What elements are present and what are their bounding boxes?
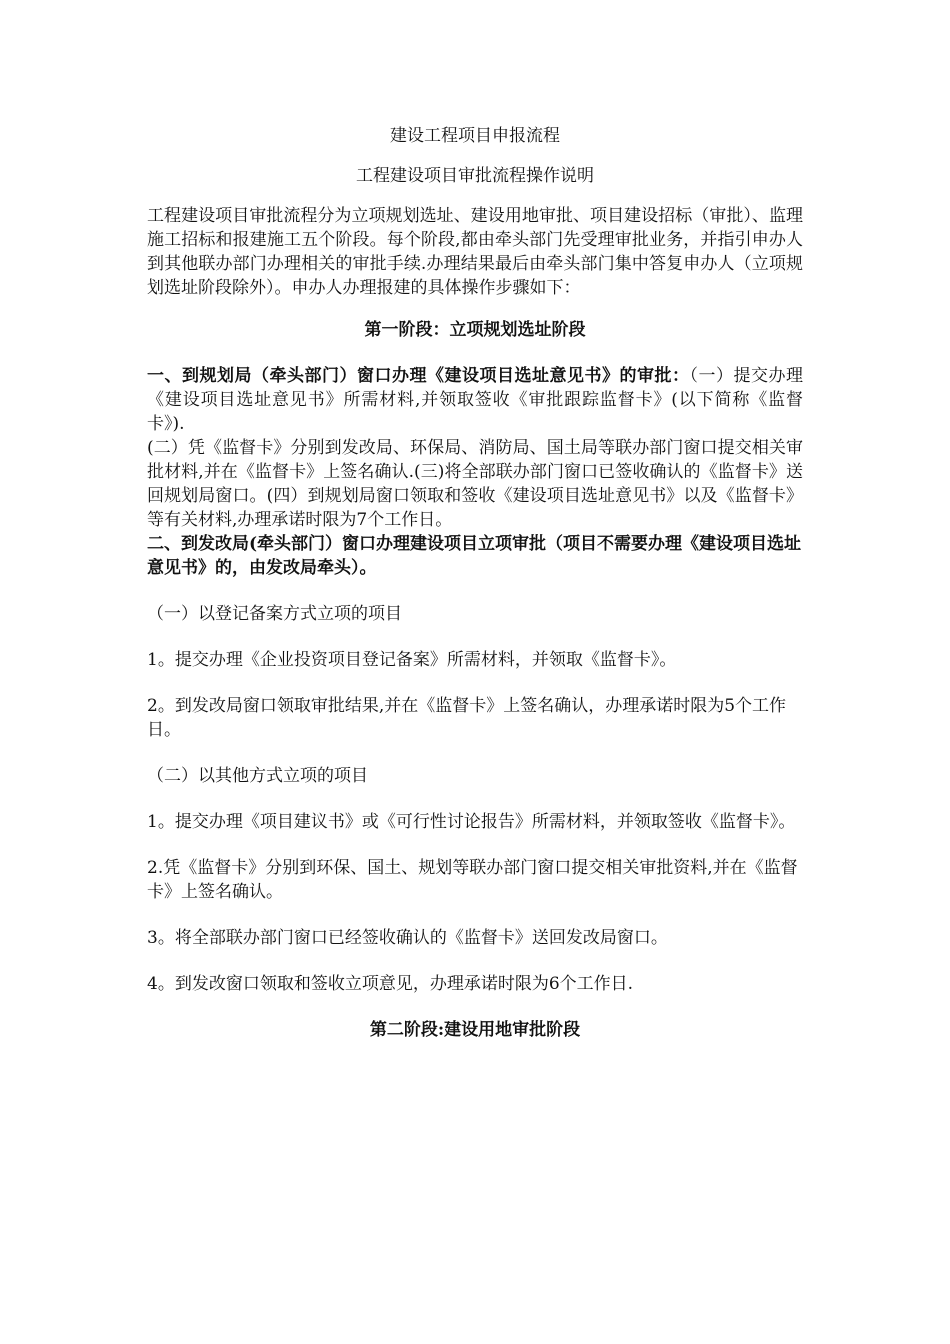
section1-text-a: （一）提交办理《建设项目选址意见书》所需材料,并领取签收《审批跟踪监督卡》(以下简称《监督卡》). (147, 366, 803, 434)
document-body (147, 124, 803, 1042)
intro-paragraph: 工程建设项目审批流程分为立项规划选址、建设用地审批、项目建设招标（审批）、监理施工招标和报建施工五个阶段。每个阶段,都由牵头部门先受理审批业务，并指引申办人到其他联办部门办理相关的审批手续.办理结果最后由牵头部门集中答复申办人（立项规划选址阶段除外）。申办人办理报建的具体操作步骤如下： (147, 206, 803, 298)
subsection2-item-2: 2.凭《监督卡》分别到环保、国土、规划等联办部门窗口提交相关审批资料,并在《监督卡》上签名确认。 (147, 858, 798, 902)
subsection2-item-4: 4。到发改窗口领取和签收立项意见，办理承诺时限为6个工作日. (147, 974, 634, 994)
stage1-heading: 第一阶段：立项规划选址阶段 (364, 320, 586, 340)
subsection1-item-1: 1。提交办理《企业投资项目登记备案》所需材料，并领取《监督卡》。 (147, 650, 677, 670)
subsection1-heading: （一）以登记备案方式立项的项目 (147, 604, 402, 624)
subsection2-item-1: 1。提交办理《项目建议书》或《可行性讨论报告》所需材料，并领取签收《监督卡》。 (147, 812, 796, 832)
document-subtitle: 工程建设项目审批流程操作说明 (356, 166, 594, 186)
stage2-heading: 第二阶段:建设用地审批阶段 (369, 1020, 581, 1040)
subsection2-heading: （二）以其他方式立项的项目 (147, 766, 368, 786)
section1-heading: 一、到规划局（牵头部门）窗口办理《建设项目选址意见书》的审批： (147, 366, 690, 386)
subsection2-item-3: 3。将全部联办部门窗口已经签收确认的《监督卡》送回发改局窗口。 (147, 928, 668, 948)
subsection1-item-2: 2。到发改局窗口领取审批结果,并在《监督卡》上签名确认，办理承诺时限为5个工作日。 (147, 696, 787, 740)
document-title: 建设工程项目申报流程 (390, 126, 560, 146)
section1-paragraph (147, 364, 803, 436)
section1-text-b: (二）凭《监督卡》分别到发改局、环保局、消防局、国土局等联办部门窗口提交相关审批材料,并在《监督卡》上签名确认.(三)将全部联办部门窗口已签收确认的《监督卡》送回规划局窗口。(四）到规划局窗口领取和签收《建设项目选址意见书》以及《监督卡》等有关材料,办理承诺时限为7个工作日。 (147, 438, 803, 530)
section2-heading: 二、到发改局(牵头部门）窗口办理建设项目立项审批（项目不需要办理《建设项目选址意见书》的，由发改局牵头）。 (147, 534, 802, 578)
